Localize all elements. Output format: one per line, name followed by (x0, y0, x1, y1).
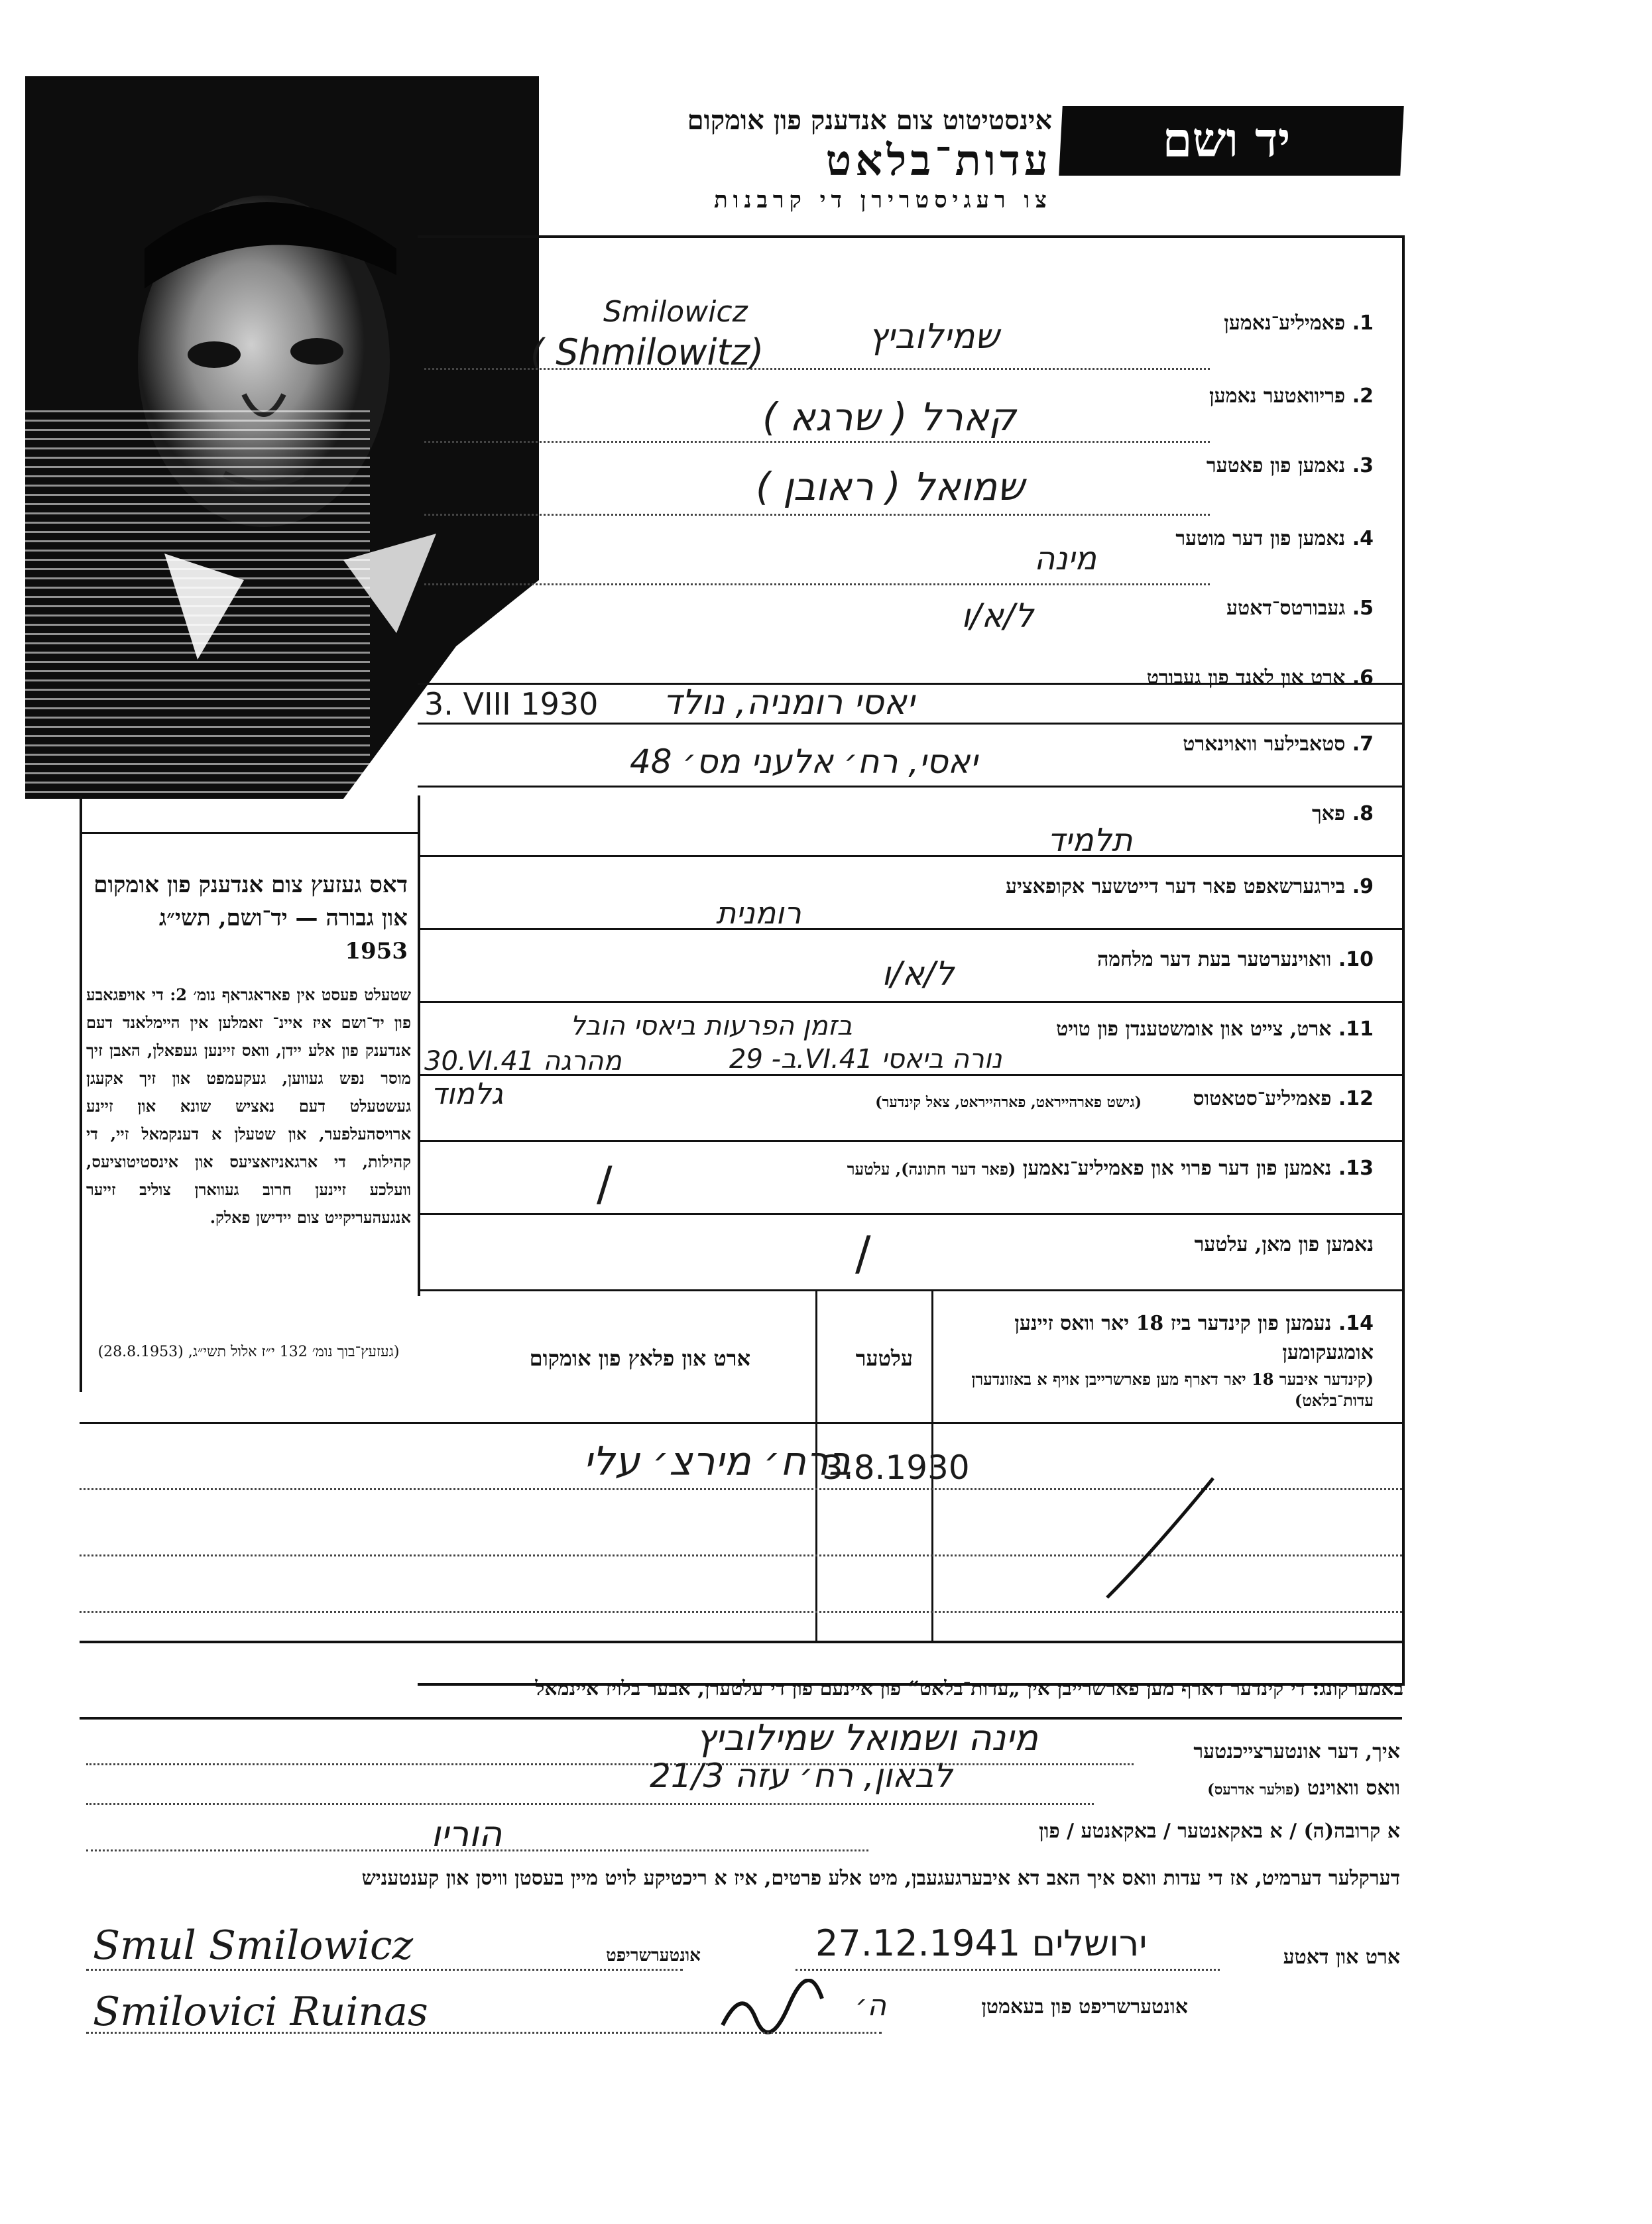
children-strike-mark (1094, 1472, 1226, 1604)
field-14-text: נעמען פון קינדער ביז 18 יאר וואס זיינען אומגעקומען (1014, 1312, 1374, 1364)
field-10-number: 10. (1338, 948, 1374, 971)
row-rule-13 (418, 1213, 1402, 1215)
declarant-name-dotted (86, 1763, 1134, 1765)
row-rule-12 (418, 1140, 1402, 1142)
signature-label: אונטערשריפט (606, 1946, 701, 1965)
children-dotted-3 (80, 1611, 1402, 1613)
field-1-number: 1. (1352, 312, 1374, 335)
children-col-age: עלטער (855, 1346, 913, 1371)
field-10-value: ל/א/ו (882, 955, 955, 993)
field-2-label (1209, 384, 1374, 408)
field-13b-label (1195, 1233, 1374, 1256)
signature-value: Smul Smilowicz (93, 1922, 414, 1969)
row-rule-8 (418, 855, 1402, 857)
field-8-value: תלמיד (1047, 822, 1133, 859)
children-header-rule (80, 1422, 1402, 1424)
witness-mark: ה׳ (855, 1989, 887, 2022)
field-5-value: ל/א/ו (961, 597, 1034, 635)
field-3-value: שמואל ( ראובן ) (756, 464, 1025, 509)
law-paragraph: שטעלט פעסט אין פאראגראף נומ׳ 2: די אויפגאבע פון יד־ושם איז איינ־ זאמלען אין היימלאנד דעם אנדענק פון אלע יידן, וואס זיינען געפאלן, האבן זיך מוסר נפש געווען, געקעמפט און זיך אקעגן געשטעלט דעם נאציש שונא און זיינע ארויסהעלפער, און שטעלן א דענקמאל זיי, די קהילות, די ארגאניזאציעס און אינסטיטוציעס, וועלכע זיינען חרוב געווארן צוליב זייער אנגעהעריקייט צום יידישן פאלק. (86, 985, 412, 1227)
field-3-number: 3. (1352, 454, 1374, 477)
row-rule-7 (418, 786, 1402, 788)
field-11-value-line3: 30.VI.41 מהרגה (424, 1046, 622, 1077)
field-6-date: 3. VIII 1930 (424, 686, 599, 722)
children-table-bottom (80, 1641, 1402, 1643)
field-7-value: יאסי, רח׳ אלעני מס׳ 48 (630, 742, 978, 781)
field-13b-text: נאמען פון מאן, עלטער (1194, 1233, 1374, 1256)
side-column-top (80, 832, 418, 834)
header-institute: אינסטיטוט צום אנדענק פון אומקום (687, 105, 1052, 136)
field-2-text: פריוואטער נאמען (1209, 384, 1346, 408)
children-row-place: ברח׳ מירצ׳ עלי (583, 1438, 852, 1485)
field-4-text: נאמען פון דער מוטער (1175, 527, 1346, 550)
field-2-dotted (424, 441, 1210, 443)
field-6-text: ארט און לאנד פון געבורט (1146, 666, 1346, 689)
declarant-name-label: איך, דער אונטערצייכנטער (1193, 1740, 1400, 1763)
field-9-text: בירגערשאפט פאר דער דייטשער אקופאציע (1006, 875, 1346, 898)
field-7-text: סטאבילער וואוינארט (1183, 732, 1346, 756)
form-left-rule (418, 795, 420, 1296)
field-8-label (1312, 802, 1374, 825)
row-rule-6 (418, 723, 1402, 725)
declarant-address-label (1207, 1777, 1400, 1800)
field-1-value-alt: Smilowicz (603, 295, 748, 329)
field-14-note: (קינדער איבער 18 יאר דארף מען פארשרייבן אויף א באזונדערן עדות־בלאט) (971, 1370, 1374, 1410)
declarant-relation-value: הוריו (431, 1813, 502, 1855)
field-14-label (949, 1309, 1374, 1368)
declarant-address-dotted (86, 1803, 1094, 1805)
field-3-text: נאמען פון פאטער (1206, 454, 1346, 477)
field-10-label (1097, 948, 1374, 971)
field-8-number: 8. (1352, 802, 1374, 825)
field-9-label (1006, 875, 1374, 898)
field-13b-value: / (855, 1226, 871, 1281)
field-13-value: / (597, 1157, 613, 1211)
witness-value: Smilovici Ruinas (93, 1989, 428, 2035)
signature-dotted (86, 1969, 683, 1971)
field-11-value-line2: ב- 29.VI.41 נורה ביאסי (729, 1044, 1002, 1075)
field-1-dotted (424, 368, 1210, 370)
field-9-value: רומנית (716, 895, 801, 931)
field-9-number: 9. (1352, 875, 1374, 898)
children-col-place: ארט און פלאץ פון אומקום (529, 1346, 750, 1371)
row-rule-13b (418, 1289, 1402, 1291)
field-12-value: גלמוד (431, 1077, 504, 1111)
field-4-label (1175, 527, 1374, 550)
place-date-label: ארט און דאטע (1283, 1946, 1400, 1969)
field-12-number: 12. (1338, 1087, 1374, 1110)
children-row-age: 3.8.1930 (822, 1448, 970, 1487)
field-3-dotted (424, 514, 1210, 516)
field-6-label (1147, 666, 1374, 689)
field-11-number: 11. (1338, 1018, 1374, 1041)
field-2-value: קארל ( שרגא ) (762, 394, 1016, 439)
field-13-label (847, 1157, 1374, 1180)
row-rule-10 (418, 1001, 1402, 1003)
field-1-value-latin: ( Shmilowitz) (530, 331, 764, 373)
witness-label: אונטערשריפט פון בעאמטן (981, 1995, 1188, 2019)
field-13-text: נאמען פון דער פרוי און פאמיליע־נאמען (1022, 1157, 1332, 1180)
field-11-label (1056, 1018, 1374, 1041)
declarant-name-value: מינה ושמואל שמילוביץ (696, 1717, 1038, 1759)
field-1-text: פאמיליע־נאמען (1224, 312, 1346, 335)
field-13-note: (פאר דער חתונה), עלטער (847, 1159, 1016, 1179)
field-13-number: 13. (1338, 1157, 1374, 1180)
place-date-dotted (796, 1969, 1220, 1971)
field-12-text: פאמיליע־סטאטוס (1193, 1087, 1332, 1110)
side-column-rule (80, 795, 82, 1392)
field-5-number: 5. (1352, 597, 1374, 620)
row-rule-9 (418, 928, 1402, 930)
address-label-note: (פולער אדרעס) (1207, 1781, 1301, 1798)
remark: באמערקונג: די קינדער דארף מען פארשרייבן אין „עדות־בלאט“ פון איינעם פון די עלטערן, אבער בלויז איינמאל (535, 1677, 1403, 1700)
field-4-number: 4. (1352, 527, 1374, 550)
header-subtitle: צו רעגיסטרירן די קרבנות (713, 187, 1052, 213)
field-1-label (1224, 312, 1374, 335)
top-rule (537, 235, 1402, 238)
field-3-label (1207, 454, 1374, 477)
field-10-text: וואוינערטער בעת דער מלחמה (1097, 948, 1332, 971)
field-11-value-line1: בזמן הפרעות ביאסי הובל (570, 1011, 853, 1041)
field-4-value: מינה (1034, 540, 1096, 577)
declaration-text: דערקלער דערמיט, אז די עדות וואס איך האב דא איבערגעגעבן, מיט אלע פרטים, איז א ריכטיקע לויט מיין בעסטן וויסן און קענטעניש (361, 1867, 1400, 1890)
field-12-label (1193, 1087, 1374, 1110)
field-12-note: (גישט פארהייראט, פארהייראט, צאל קינדער) (875, 1094, 1142, 1111)
field-7-number: 7. (1352, 732, 1374, 756)
logo: יד ושם (1162, 111, 1291, 168)
field-6-value: יאסי רומניה, נולד (663, 683, 915, 723)
field-2-number: 2. (1352, 384, 1374, 408)
field-1-value: שמילוביץ (868, 317, 1000, 357)
place-date-value: 27.12.1941 ירושלים (815, 1922, 1148, 1964)
field-4-dotted (424, 583, 1210, 585)
declarant-relation-dotted (86, 1849, 868, 1851)
field-14-number: 14. (1338, 1312, 1374, 1335)
field-6-number: 6. (1352, 666, 1374, 689)
field-7-label (1183, 732, 1374, 756)
declarant-address-value: לבאון, רח׳ עזה 21/3 (650, 1757, 953, 1795)
address-label-text: וואס וואוינט (1307, 1777, 1400, 1800)
header-title: עדות־בלאט (825, 136, 1052, 186)
witness-dotted (86, 2032, 882, 2034)
declarant-relation-label: א קרובה(ה) / א באקאנטער / באקאנטע / פון (1039, 1820, 1400, 1843)
field-5-label (1226, 597, 1374, 620)
law-title: דאס געזעץ צום אנדענק פון אומקום און גבורה — יד־ושם, תשי״ג 1953 (93, 872, 408, 965)
law-reference: (געזעץ־בוך נומ׳ 132 י״ז אלול תשי״ג, (28.8.1953) (97, 1344, 400, 1360)
field-11-text: ארט, צייט און אומשטענדן פון טויט (1056, 1018, 1332, 1041)
field-8-text: פאך (1311, 802, 1346, 825)
witness-signature-scribble (716, 1979, 829, 2038)
field-5-text: געבורטס־דאטע (1226, 597, 1346, 620)
